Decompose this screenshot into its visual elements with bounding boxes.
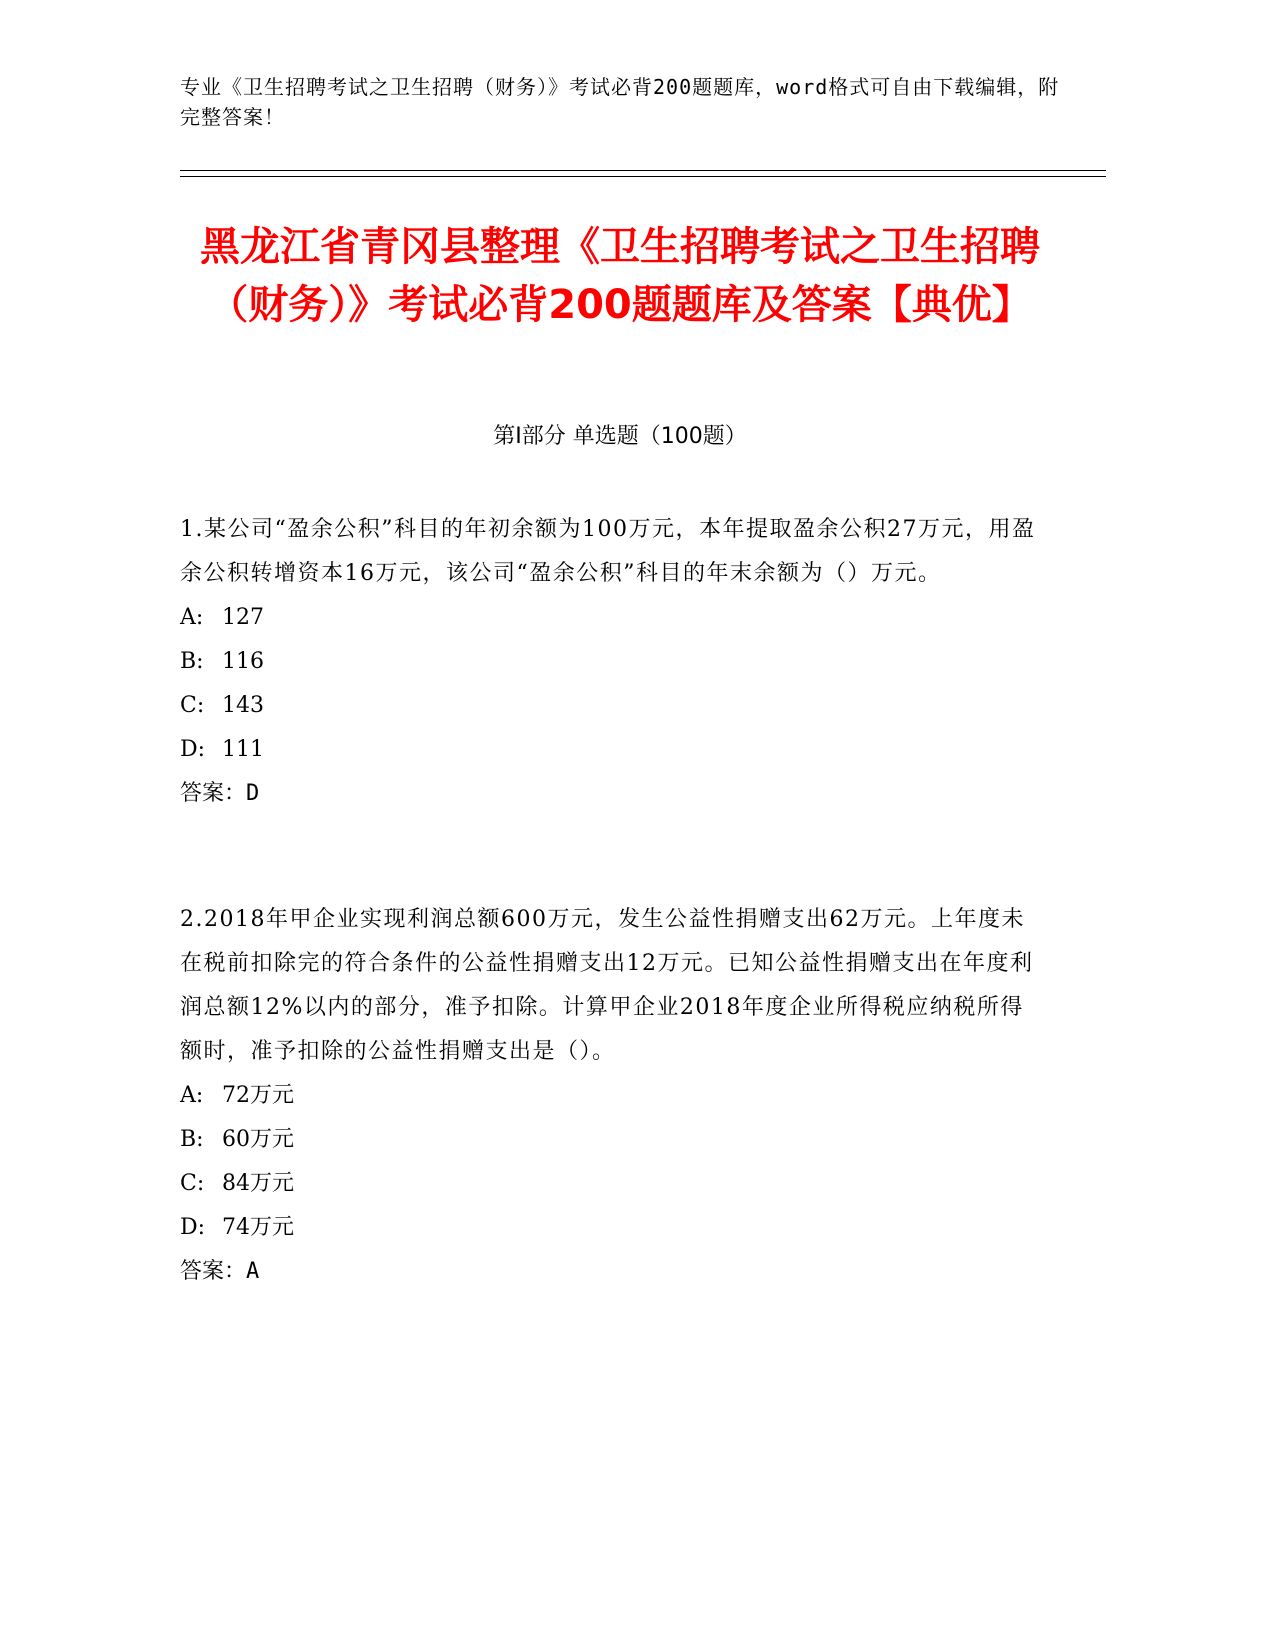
option-letter: D:	[180, 737, 206, 762]
option-letter: B:	[180, 1127, 204, 1152]
option-text: 127	[222, 605, 264, 630]
question-option	[180, 1118, 1040, 1162]
option-text: 84万元	[222, 1171, 294, 1196]
question-stem: 2.2018年甲企业实现利润总额600万元，发生公益性捐赠支出62万元。上年度未在税前扣除完的符合条件的公益性捐赠支出12万元。已知公益性捐赠支出在年度利润总额12%以内的部分，准予扣除。计算甲企业2018年度企业所得税应纳税所得额时，准予扣除的公益性捐赠支出是（）。	[180, 907, 1034, 1064]
question-option	[180, 640, 1040, 684]
document-title: 黑龙江省青冈县整理《卫生招聘考试之卫生招聘（财务）》考试必背200题题库及答案【典优】	[200, 224, 1040, 328]
question-answer: 答案：A	[180, 1259, 260, 1284]
header-note: 专业《卫生招聘考试之卫生招聘（财务）》考试必背200题题库，word格式可自由下载编辑，附完整答案！	[180, 75, 1060, 129]
question-block	[180, 508, 1040, 816]
option-text: 60万元	[222, 1127, 294, 1152]
option-letter: A:	[180, 1083, 204, 1108]
question-option	[180, 1206, 1040, 1250]
question-option	[180, 684, 1040, 728]
option-letter: D:	[180, 1215, 206, 1240]
question-block	[180, 898, 1040, 1294]
question-option	[180, 1074, 1040, 1118]
option-text: 72万元	[222, 1083, 294, 1108]
option-letter: A:	[180, 605, 204, 630]
option-text: 116	[222, 649, 264, 674]
question-answer: 答案：D	[180, 781, 260, 806]
question-option	[180, 596, 1040, 640]
header-divider-bottom	[180, 176, 1106, 177]
header-divider-top	[180, 170, 1106, 171]
option-letter: C:	[180, 693, 205, 718]
question-stem: 1.某公司“盈余公积”科目的年初余额为100万元，本年提取盈余公积27万元，用盈余公积转增资本16万元，该公司“盈余公积”科目的年末余额为（）万元。	[180, 517, 1036, 586]
question-option	[180, 1162, 1040, 1206]
option-text: 143	[222, 693, 264, 718]
option-letter: B:	[180, 649, 204, 674]
option-text: 74万元	[222, 1215, 294, 1240]
option-text: 111	[222, 737, 264, 762]
option-letter: C:	[180, 1171, 205, 1196]
question-option	[180, 728, 1040, 772]
section-heading: 第Ⅰ部分 单选题（100题）	[493, 424, 747, 449]
